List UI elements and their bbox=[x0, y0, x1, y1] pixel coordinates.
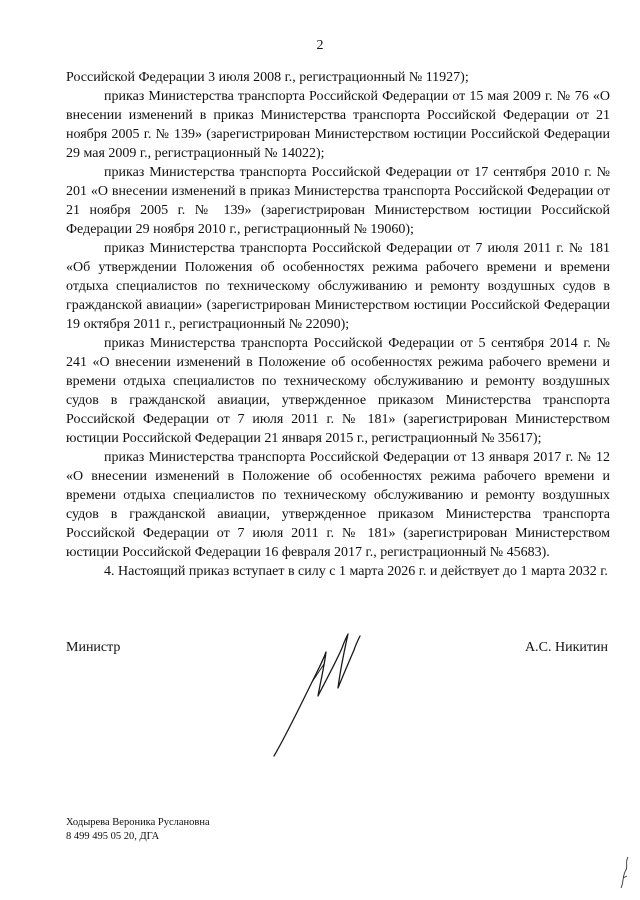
margin-scribble-mark bbox=[618, 854, 632, 890]
executor-info bbox=[66, 816, 210, 844]
paragraph-order-2011: приказ Министерства транспорта Российской Федерации от 7 июля 2011 г. № 181 «Об утверждении Положения об особенностях режима рабочего времени и времени отдыха специалистов по техническому обслуживанию и ремонту воздушных судов в гражданской авиации» (зарегистрирован Министерством юстиции Российской Федерации 19 октября 2011 г., регистрационный № 22090); bbox=[66, 241, 610, 332]
paragraph-order-2010: приказ Министерства транспорта Российской Федерации от 17 сентября 2010 г. № 201 «О внесении изменений в приказ Министерства транспорта Российской Федерации от 21 ноября 2005 г. № 139» (зарегистрирован Министерством юстиции Российской Федерации 29 ноября 2010 г., регистрационный № 19060); bbox=[66, 165, 610, 237]
paragraph-effective-date: 4. Настоящий приказ вступает в силу с 1 марта 2026 г. и действует до 1 марта 2032 г. bbox=[104, 564, 608, 579]
paragraph-order-2014: приказ Министерства транспорта Российской Федерации от 5 сентября 2014 г. № 241 «О внесении изменений в Положение об особенностях режима рабочего времени и времени отдыха специалистов по техническому обслуживанию и ремонту воздушных судов в гражданской авиации, утвержденное приказом Министерства транспорта Российской Федерации от 7 июля 2011 г. № 181» (зарегистрирован Министерством юстиции Российской Федерации 21 января 2015 г., регистрационный № 35617); bbox=[66, 336, 610, 446]
executor-contact: 8 499 495 05 20, ДГА bbox=[66, 831, 160, 842]
paragraph-order-2017: приказ Министерства транспорта Российской Федерации от 13 января 2017 г. № 12 «О внесении изменений в Положение об особенностях режима рабочего времени и времени отдыха специалистов по техническому обслуживанию и ремонту воздушных судов в гражданской авиации, утвержденное приказом Министерства транспорта Российской Федерации от 7 июля 2011 г. № 181» (зарегистрирован Министерством юстиции Российской Федерации 16 февраля 2017 г., регистрационный № 45683). bbox=[66, 450, 610, 560]
signatory-title: Министр bbox=[66, 640, 121, 655]
executor-name: Ходырева Вероника Руслановна bbox=[66, 817, 210, 828]
page-number: 2 bbox=[316, 38, 324, 53]
signatory-name: А.С. Никитин bbox=[525, 640, 608, 655]
paragraph-order-2009: приказ Министерства транспорта Российской Федерации от 15 мая 2009 г. № 76 «О внесении изменений в приказ Министерства транспорта Российской Федерации от 21 ноября 2005 г. № 139» (зарегистрирован Министерством юстиции Российской Федерации 29 мая 2009 г., регистрационный № 14022); bbox=[66, 89, 610, 161]
handwritten-signature bbox=[268, 622, 378, 762]
paragraph-continuation: Российской Федерации 3 июля 2008 г., регистрационный № 11927); bbox=[66, 70, 469, 85]
document-body bbox=[66, 68, 610, 581]
